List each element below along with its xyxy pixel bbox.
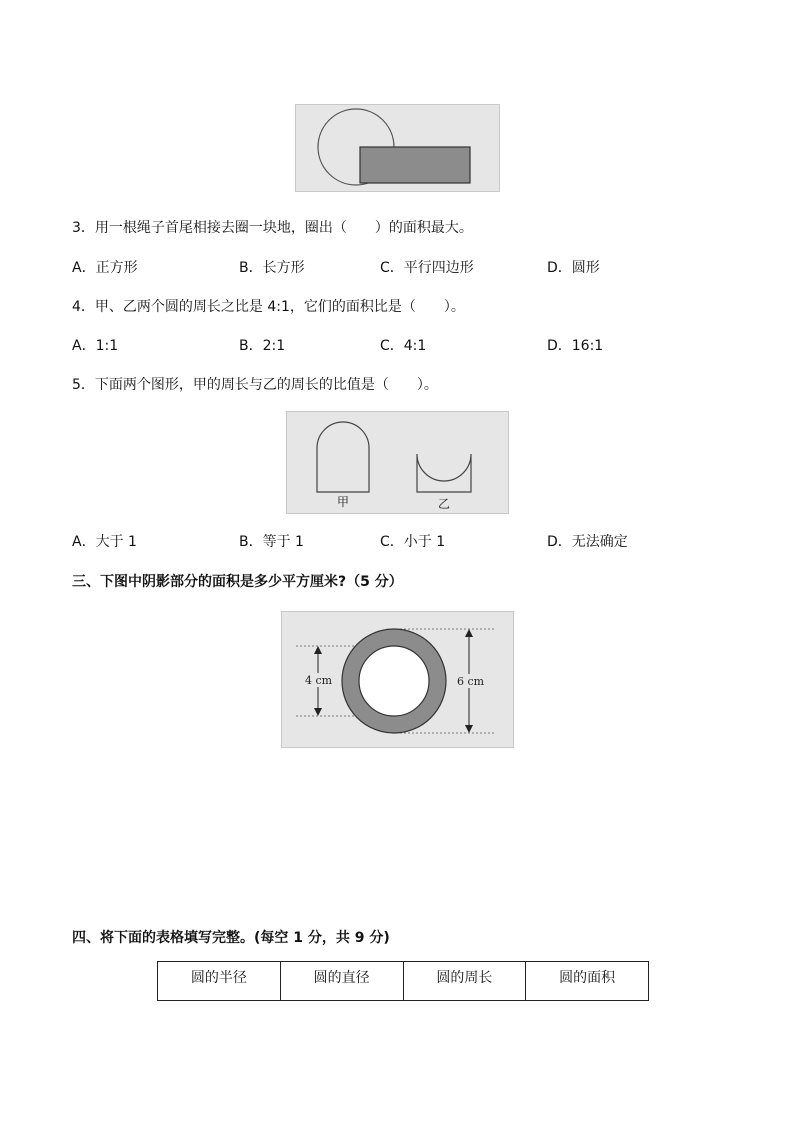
outer-diameter-label: 6 cm <box>457 675 485 688</box>
section-4-heading: 四、将下面的表格填写完整。(每空 1 分，共 9 分) <box>72 930 390 946</box>
yi-shape <box>417 454 471 492</box>
q5-option-a: A．大于 1 <box>72 534 137 550</box>
q4-option-b: B．2:1 <box>239 338 286 354</box>
jia-shape <box>317 422 369 492</box>
shaded-rectangle <box>360 147 470 183</box>
table-header-row <box>158 962 649 1001</box>
q3-option-a: A．正方形 <box>72 260 138 276</box>
q3-option-b: B．长方形 <box>239 260 305 276</box>
q3-option-d: D．圆形 <box>547 260 600 276</box>
q5-option-d: D．无法确定 <box>547 534 628 550</box>
header-radius: 圆的半径 <box>158 962 281 1001</box>
ring-drawing <box>282 612 513 747</box>
q3-option-c: C．平行四边形 <box>380 260 474 276</box>
inner-diameter-label: 4 cm <box>305 674 333 687</box>
section-3-heading: 三、下图中阴影部分的面积是多少平方厘米?（5 分） <box>72 574 403 590</box>
jia-yi-figure <box>286 411 509 514</box>
outer-arrow-head-top <box>465 629 473 637</box>
inner-arrow-head-top <box>314 646 322 654</box>
header-area: 圆的面积 <box>526 962 649 1001</box>
ring-figure <box>281 611 514 748</box>
inner-circle <box>359 646 429 716</box>
circle-table <box>157 961 649 1001</box>
inner-arrow-head-bottom <box>314 708 322 716</box>
circle-rectangle-drawing <box>296 105 499 191</box>
q5-option-b: B．等于 1 <box>239 534 304 550</box>
header-diameter: 圆的直径 <box>280 962 403 1001</box>
q5-option-c: C．小于 1 <box>380 534 446 550</box>
question-5-text: 5．下面两个图形，甲的周长与乙的周长的比值是（ ）。 <box>72 377 438 393</box>
q4-option-d: D．16:1 <box>547 338 604 354</box>
yi-label: 乙 <box>438 497 451 511</box>
question-4-text: 4．甲、乙两个圆的周长之比是 4:1，它们的面积比是（ ）。 <box>72 299 465 315</box>
jia-yi-drawing <box>287 412 508 513</box>
outer-arrow-head-bottom <box>465 725 473 733</box>
circle-rectangle-figure <box>295 104 500 192</box>
q4-option-c: C．4:1 <box>380 338 427 354</box>
header-circumference: 圆的周长 <box>403 962 526 1001</box>
question-3-text: 3．用一根绳子首尾相接去圈一块地，圈出（ ）的面积最大。 <box>72 220 473 236</box>
q4-option-a: A．1:1 <box>72 338 119 354</box>
jia-label: 甲 <box>337 495 350 509</box>
